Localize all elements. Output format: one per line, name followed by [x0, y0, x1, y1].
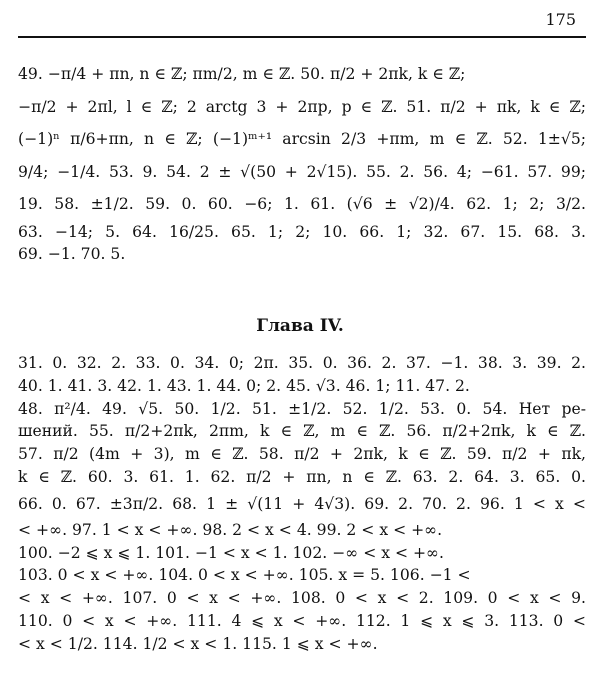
answer-line: < x < 1/2. 114. 1/2 < x < 1. 115. 1 ⩽ x < +∞. [18, 634, 378, 653]
page-number: 175 [545, 10, 576, 29]
answers-section-4 [18, 352, 586, 656]
answer-line: < +∞. 97. 1 < x < +∞. 98. 2 < x < 4. 99. 2 < x < +∞. [18, 520, 443, 539]
header-rule [18, 36, 586, 38]
answer-line: 40. 1. 41. 3. 42. 1. 43. 1. 44. 0; 2. 45. √3. 46. 1; 11. 47. 2. [18, 376, 470, 395]
answer-line: k ∈ ℤ. 60. 3. 61. 1. 62. π/2 + πn, n ∈ ℤ. 63. 2. 64. 3. 65. 0. [18, 467, 586, 486]
answer-line: 103. 0 < x < +∞. 104. 0 < x < +∞. 105. x = 5. 106. −1 < [18, 566, 471, 585]
answer-line: 48. π²/4. 49. √5. 50. 1/2. 51. ±1/2. 52. 1/2. 53. 0. 54. Нет ре- [18, 399, 586, 418]
answer-line: 57. π/2 (4m + 3), m ∈ ℤ. 58. π/2 + 2πk, k ∈ ℤ. 59. π/2 + πk, [18, 445, 586, 464]
answer-line: 49. −π/4 + πn, n ∈ ℤ; πm/2, m ∈ ℤ. 50. π/2 + 2πk, k ∈ ℤ; [18, 65, 466, 83]
chapter-heading: Глава IV. [256, 316, 344, 336]
answer-line: (−1)ⁿ π/6+πn, n ∈ ℤ; (−1)ᵐ⁺¹ arcsin 2/3 +πm, m ∈ ℤ. 52. 1±√5; [18, 130, 586, 148]
answer-line: −π/2 + 2πl, l ∈ ℤ; 2 arctg 3 + 2πp, p ∈ ℤ. 51. π/2 + πk, k ∈ ℤ; [18, 97, 586, 116]
answer-line: 19. 58. ±1/2. 59. 0. 60. −6; 1. 61. (√6 ± √2)/4. 62. 1; 2; 3/2. [18, 195, 586, 213]
answers-section-3 [18, 58, 586, 265]
answer-line: 110. 0 < x < +∞. 111. 4 ⩽ x < +∞. 112. 1 ⩽ x ⩽ 3. 113. 0 < [18, 611, 586, 630]
answer-line: < x < +∞. 107. 0 < x < +∞. 108. 0 < x < 2. 109. 0 < x < 9. [18, 589, 586, 608]
answer-line: 31. 0. 32. 2. 33. 0. 34. 0; 2π. 35. 0. 36. 2. 37. −1. 38. 3. 39. 2. [18, 354, 586, 372]
answer-line: 100. −2 ⩽ x ⩽ 1. 101. −1 < x < 1. 102. −∞ < x < +∞. [18, 543, 445, 562]
answer-line: 66. 0. 67. ±3π/2. 68. 1 ± √(11 + 4√3). 69. 2. 70. 2. 96. 1 < x < [18, 494, 586, 513]
answer-line: 69. −1. 70. 5. [18, 244, 126, 263]
answer-line: 9/4; −1/4. 53. 9. 54. 2 ± √(50 + 2√15). 55. 2. 56. 4; −61. 57. 99; [18, 162, 586, 181]
answer-line: шений. 55. π/2+2πk, 2πm, k ∈ ℤ, m ∈ ℤ. 56. π/2+2πk, k ∈ ℤ. [18, 422, 586, 441]
answer-line: 63. −14; 5. 64. 16/25. 65. 1; 2; 10. 66. 1; 32. 67. 15. 68. 3. [18, 222, 586, 241]
